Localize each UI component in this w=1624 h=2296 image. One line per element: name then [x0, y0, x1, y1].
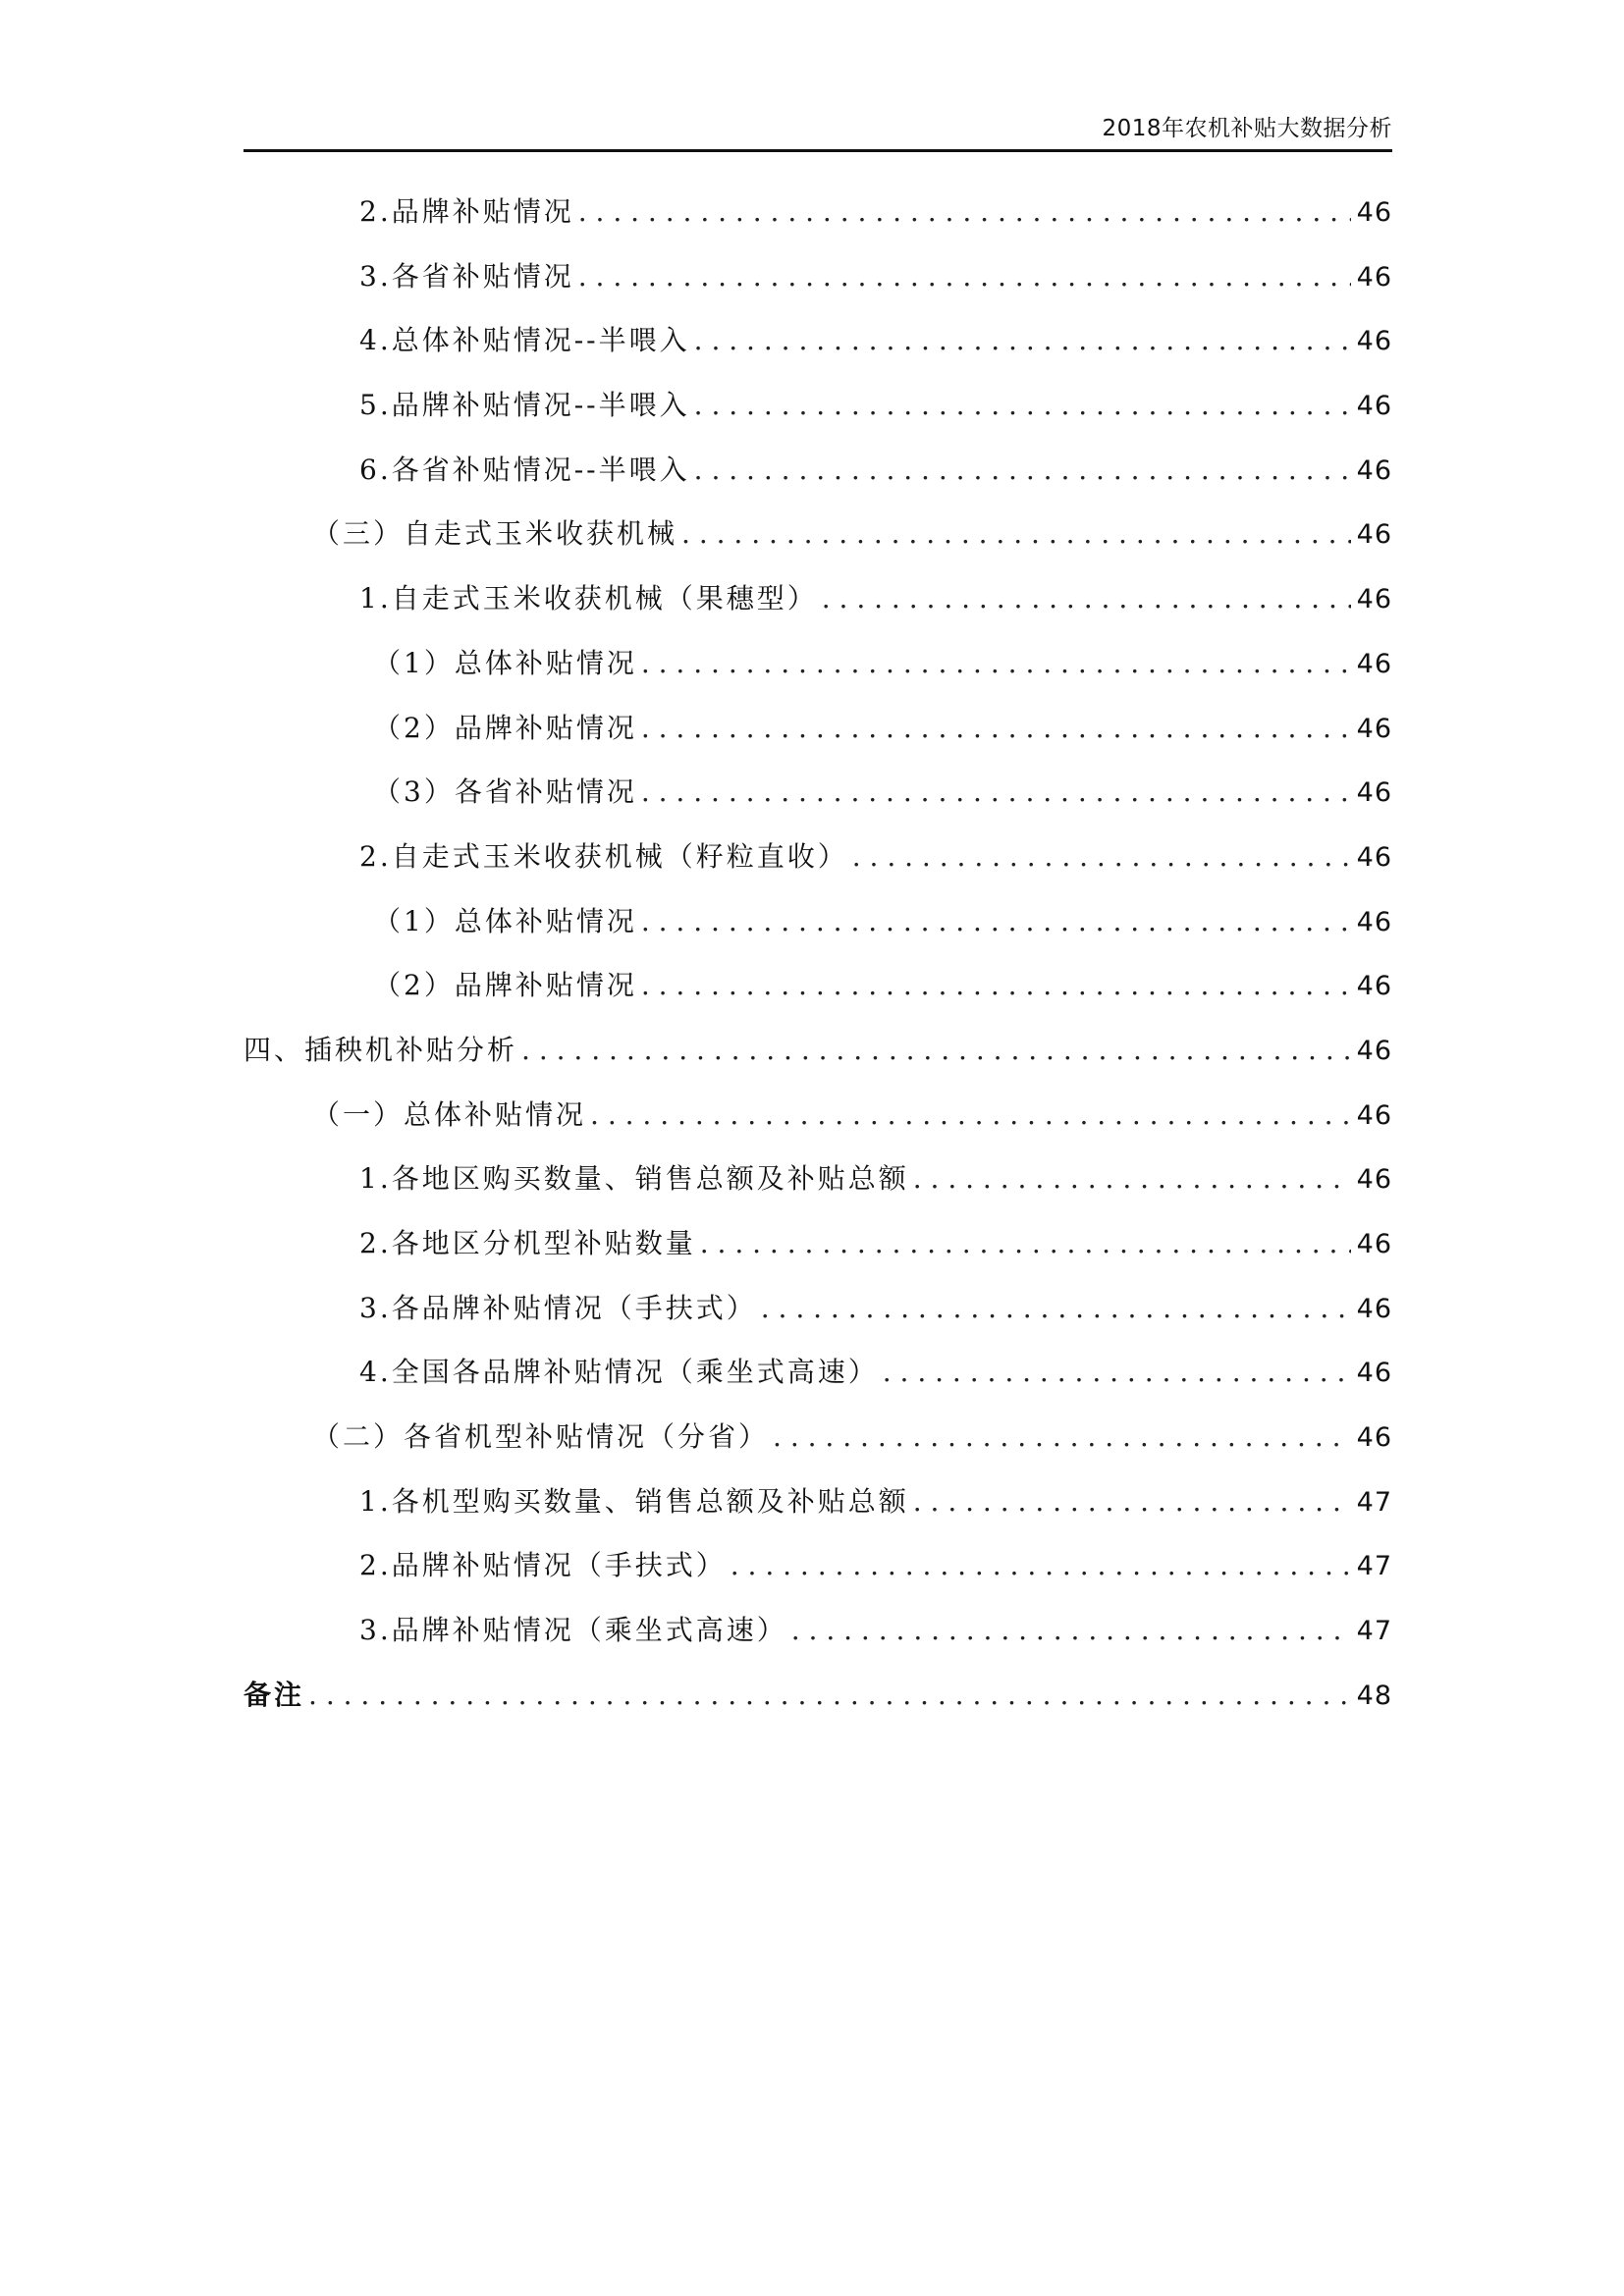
toc-dot-leader — [700, 1224, 1351, 1263]
toc-entry-label: 4.总体补贴情况--半喂入 — [359, 324, 690, 357]
toc-entry-label: （一）总体补贴情况 — [312, 1097, 587, 1131]
toc-dot-leader — [641, 773, 1351, 812]
toc-entry-label: （1）总体补贴情况 — [373, 904, 637, 937]
toc-entry-label: 2.品牌补贴情况（手扶式） — [359, 1549, 727, 1582]
toc-dot-leader — [641, 902, 1351, 941]
toc-page-number: 46 — [1356, 261, 1392, 293]
toc-entry[interactable] — [244, 321, 1392, 386]
toc-page-number: 47 — [1356, 1486, 1392, 1518]
toc-page-number: 46 — [1356, 648, 1392, 679]
toc-entry[interactable] — [244, 644, 1392, 709]
toc-entry[interactable] — [244, 1611, 1392, 1676]
toc-entry[interactable] — [244, 1353, 1392, 1417]
toc-entry-label: （3）各省补贴情况 — [373, 775, 637, 809]
toc-page-number: 48 — [1356, 1680, 1392, 1711]
toc-entry[interactable] — [244, 709, 1392, 774]
toc-dot-leader — [731, 1546, 1351, 1585]
toc-page-number: 46 — [1356, 391, 1392, 422]
toc-page-number: 47 — [1356, 1616, 1392, 1647]
toc-dot-leader — [791, 1611, 1351, 1650]
toc-entry[interactable] — [244, 966, 1392, 1031]
toc-dot-leader — [694, 321, 1351, 360]
toc-page-number: 46 — [1356, 197, 1392, 228]
toc-entry[interactable] — [244, 514, 1392, 579]
toc-entry[interactable] — [244, 192, 1392, 257]
toc-entry[interactable] — [244, 1095, 1392, 1160]
toc-page-number: 46 — [1356, 906, 1392, 937]
toc-page-number: 46 — [1356, 1293, 1392, 1324]
toc-dot-leader — [641, 709, 1351, 748]
toc-entry-label: 备注 — [244, 1678, 305, 1711]
toc-page-number: 46 — [1356, 1164, 1392, 1196]
table-of-contents — [244, 192, 1392, 1740]
toc-entry[interactable] — [244, 902, 1392, 967]
toc-page-number: 46 — [1356, 1422, 1392, 1454]
toc-page-number: 46 — [1356, 1035, 1392, 1066]
toc-page-number: 46 — [1356, 971, 1392, 1002]
toc-dot-leader — [883, 1353, 1351, 1392]
toc-entry[interactable] — [244, 773, 1392, 837]
toc-entry-label: 6.各省补贴情况--半喂入 — [359, 453, 690, 486]
toc-entry-label: 3.各品牌补贴情况（手扶式） — [359, 1291, 757, 1324]
toc-entry-label: 2.品牌补贴情况 — [359, 195, 574, 228]
toc-dot-leader — [590, 1095, 1351, 1135]
toc-entry-label: （2）品牌补贴情况 — [373, 711, 637, 744]
toc-dot-leader — [308, 1676, 1351, 1715]
toc-entry[interactable] — [244, 386, 1392, 451]
toc-page-number: 46 — [1356, 777, 1392, 809]
toc-entry-label: 1.各地区购买数量、销售总额及补贴总额 — [359, 1162, 909, 1196]
toc-page-number: 46 — [1356, 1099, 1392, 1131]
toc-entry[interactable] — [244, 1546, 1392, 1611]
toc-entry-label: （2）品牌补贴情况 — [373, 969, 637, 1002]
toc-page-number: 46 — [1356, 326, 1392, 357]
header-rule — [244, 149, 1392, 152]
toc-dot-leader — [641, 644, 1351, 683]
toc-page-number: 46 — [1356, 584, 1392, 615]
toc-dot-leader — [852, 837, 1351, 877]
toc-entry-label: 2.自走式玉米收获机械（籽粒直收） — [359, 839, 848, 873]
toc-entry[interactable] — [244, 1159, 1392, 1224]
toc-dot-leader — [913, 1159, 1351, 1199]
toc-entry[interactable] — [244, 837, 1392, 902]
toc-dot-leader — [822, 579, 1351, 618]
toc-page-number: 47 — [1356, 1551, 1392, 1582]
toc-dot-leader — [521, 1031, 1351, 1070]
toc-dot-leader — [694, 451, 1351, 490]
page-header: 2018年农机补贴大数据分析 — [1102, 116, 1392, 141]
toc-entry-label: （三）自走式玉米收获机械 — [312, 517, 678, 551]
toc-dot-leader — [681, 514, 1351, 554]
toc-dot-leader — [578, 192, 1351, 232]
toc-entry[interactable] — [244, 1417, 1392, 1482]
toc-dot-leader — [641, 966, 1351, 1005]
toc-entry[interactable] — [244, 1676, 1392, 1740]
toc-entry-label: 1.各机型购买数量、销售总额及补贴总额 — [359, 1484, 909, 1518]
toc-entry-label: 4.全国各品牌补贴情况（乘坐式高速） — [359, 1356, 879, 1389]
toc-page-number: 46 — [1356, 841, 1392, 873]
toc-entry-label: 3.品牌补贴情况（乘坐式高速） — [359, 1614, 787, 1647]
toc-entry-label: 四、插秧机补贴分析 — [244, 1033, 518, 1066]
toc-entry-label: 3.各省补贴情况 — [359, 259, 574, 293]
toc-entry-label: 2.各地区分机型补贴数量 — [359, 1227, 696, 1259]
toc-page-number: 46 — [1356, 713, 1392, 744]
toc-entry[interactable] — [244, 1224, 1392, 1289]
toc-dot-leader — [761, 1289, 1351, 1328]
toc-entry[interactable] — [244, 257, 1392, 322]
toc-entry[interactable] — [244, 1031, 1392, 1095]
toc-page-number: 46 — [1356, 519, 1392, 551]
toc-entry-label: （二）各省机型补贴情况（分省） — [312, 1420, 770, 1454]
toc-page-number: 46 — [1356, 1358, 1392, 1389]
toc-entry[interactable] — [244, 1289, 1392, 1354]
toc-dot-leader — [773, 1417, 1351, 1457]
toc-dot-leader — [694, 386, 1351, 425]
toc-entry[interactable] — [244, 451, 1392, 515]
toc-entry[interactable] — [244, 1482, 1392, 1547]
toc-page-number: 46 — [1356, 454, 1392, 486]
toc-dot-leader — [913, 1482, 1351, 1522]
toc-entry-label: 1.自走式玉米收获机械（果穗型） — [359, 582, 818, 615]
toc-entry[interactable] — [244, 579, 1392, 644]
toc-page-number: 46 — [1356, 1229, 1392, 1259]
toc-entry-label: （1）总体补贴情况 — [373, 646, 637, 679]
toc-entry-label: 5.品牌补贴情况--半喂入 — [359, 389, 690, 422]
toc-dot-leader — [578, 257, 1351, 296]
